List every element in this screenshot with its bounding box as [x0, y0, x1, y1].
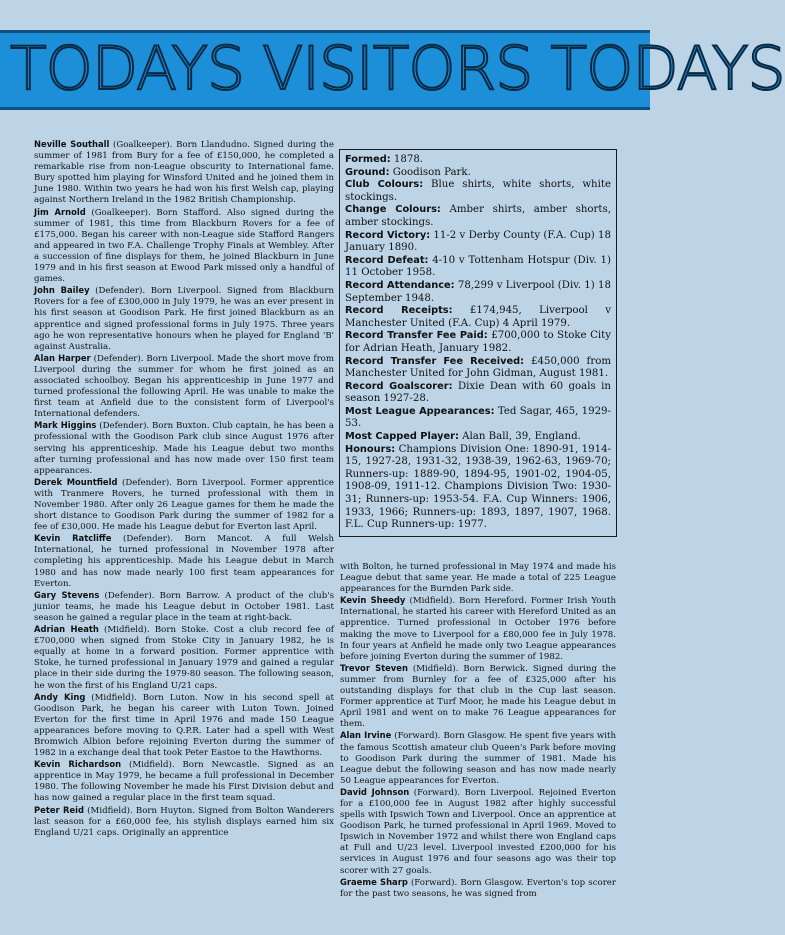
- player-profile: [340, 730, 616, 786]
- club-fact-text: Dixie Dean with 60 goals in season 1927-28.: [345, 380, 611, 405]
- player-profile: [34, 353, 334, 421]
- player-profile-name: Andy King: [34, 691, 86, 702]
- club-fact: [345, 381, 611, 406]
- player-profile-name: Kevin Sheedy: [340, 595, 406, 606]
- club-fact: [345, 431, 611, 444]
- player-profile-name: Mark Higgins: [34, 420, 97, 431]
- player-profile: [34, 692, 334, 760]
- player-profiles-left-column: [34, 139, 334, 839]
- club-facts-box: [339, 149, 617, 537]
- club-fact: [345, 230, 611, 255]
- club-fact-name: Formed:: [345, 154, 391, 165]
- title-banner: [0, 30, 785, 110]
- player-profile-text: (Defender). Born Liverpool. Signed from Blackburn Rovers for a fee of £300,000 in July 1979, he was an ever present in his first season at Goodison Park. He first joined Blackburn as an apprentice and signed professional forms in July 1975. Three years ago he won representative honours when he played for England 'B' against Australia.: [34, 286, 334, 352]
- club-fact-text: 1878.: [390, 154, 424, 165]
- player-profile: [34, 759, 334, 804]
- player-profile-name: Jim Arnold: [34, 206, 86, 217]
- club-fact-text: £700,000 to Stoke City for Adrian Heath, January 1982.: [345, 330, 612, 354]
- player-profile-name: Alan Irvine: [340, 730, 392, 741]
- club-fact-text: £450,000 from Manchester United for John Gidman, August 1981.: [345, 355, 611, 380]
- banner-title: TODAYS VISITORS TODAYS: [10, 34, 785, 104]
- club-fact: [345, 444, 611, 532]
- player-profile-text: (Goalkeeper). Born Stafford. Also signed during the summer of 1981, this time from Blackburn Rovers for a fee of £175,000. Began his career with non-League side Stafford Rangers and appeared in two F.A. Challenge Trophy Finals at Wembley. After a succession of fine displays for them, he joined Blackburn in June 1979 and in his first season at Ewood Park missed only a handful of games.: [34, 207, 334, 285]
- club-fact-name: Club Colours:: [345, 179, 424, 191]
- player-profile-text: (Midfield). Born Luton. Now in his second spell at Goodison Park, he began his career with Luton Town. Joined Everton for the first time in April 1976 and made 150 League appearances before moving to Q.P.R. Later had a spell with West Bromwich Albion before rejoining Everton during the summer of 1982 in a exchange deal that took Peter Eastoe to the Hawthorns.: [34, 692, 334, 759]
- club-fact-text: Ted Sagar, 465, 1929-53.: [345, 405, 611, 430]
- player-profile-name: Neville Southall: [34, 139, 110, 149]
- club-fact: [345, 255, 611, 280]
- club-fact-text: 78,299 v Liverpool (Div. 1) 18 September 1948.: [345, 279, 611, 304]
- club-fact-name: Record Transfer Fee Received:: [345, 355, 525, 367]
- club-fact: [345, 204, 611, 229]
- player-profile-text: (Defender). Born Mancot. A full Welsh International, he turned professional in November 1978 after completing his apprenticeship. Made his League debut in March 1980 and has now made nearly 100 first team appearances for Everton.: [34, 534, 335, 589]
- club-fact: [345, 356, 611, 381]
- player-profile: [340, 595, 616, 663]
- player-profile-name: Kevin Ratcliffe: [34, 533, 112, 544]
- player-profile-text: (Forward). Born Glasgow. Everton's top scorer for the past two seasons, he was signed from: [340, 877, 616, 899]
- club-fact-name: Record Goalscorer:: [345, 380, 453, 392]
- club-fact-text: 4-10 v Tottenham Hotspur (Div. 1) 11 October 1958.: [345, 254, 611, 279]
- club-fact-text: 11-2 v Derby County (F.A. Cup) 18 January 1890.: [345, 229, 611, 254]
- player-profile-name: Graeme Sharp: [340, 876, 408, 887]
- club-fact-name: Most League Appearances:: [345, 405, 495, 417]
- player-profile-text: (Defender). Born Liverpool. Made the short move from Liverpool during the summer for whom he first joined as an associated schoolboy. Began his apprenticeship in June 1977 and turned professional the following April. He was unable to make the first team at Anfield due to the consistent form of Liverpool's International defenders.: [34, 353, 334, 420]
- player-profile-text: (Goalkeeper). Born Llandudno. Signed during the summer of 1981 from Bury for a fee of £150,000, he completed a remarkable rise from non-League obscurity to International fame. Bury spotted him playing for Winsford United and he joined them in June 1980. Within two years he had won his first Welsh cap, playing against Northern Ireland in the 1982 British Championship.: [34, 140, 334, 206]
- player-profile: [34, 533, 334, 589]
- club-fact-text: £174,945, Liverpool v Manchester United (F.A. Cup) 4 April 1979.: [345, 305, 611, 329]
- player-profile: [34, 207, 334, 286]
- club-fact-name: Record Transfer Fee Paid:: [345, 330, 488, 342]
- player-profile-name: Trevor Steven: [340, 662, 408, 673]
- player-profile-text: (Midfield). Born Huyton. Signed from Bolton Wanderers last season for a £60,000 fee, his stylish displays earned him six England U/21 caps. Originally an apprentice: [34, 805, 335, 838]
- player-profile-text: (Midfield). Born Hereford. Former Irish Youth International, he started his career with Hereford United as an apprentice. Turned professional in October 1976 before making the move to Liverpool for a £80,000 fee in July 1978. In four years at Anfield he made only two League appearances before joining Everton during the summer of 1982.: [340, 596, 617, 662]
- player-profile-text: (Forward). Born Glasgow. He spent five years with the famous Scottish amateur club Queen's Park before moving to Goodison Park during the summer of 1981. Made his League debut the following season and has now made nearly 50 League appearances for Everton.: [340, 731, 616, 786]
- player-profile: [340, 663, 616, 731]
- article-body: [0, 134, 650, 935]
- club-fact: [345, 330, 611, 355]
- player-profile-name: Alan Harper: [34, 352, 91, 363]
- club-fact: [345, 280, 611, 305]
- player-profile-name: Derek Mountfield: [34, 476, 118, 487]
- club-fact: [345, 406, 611, 431]
- player-profile-text: (Midfield). Born Berwick. Signed during the summer from Burnley for a fee of £325,000 after his outstanding displays for that club in the Cup last season. Former apprentice at Turf Moor, he made his League debut in April 1981 and went on to make 76 League appearances for them.: [340, 663, 617, 730]
- player-profile-text: (Forward). Born Liverpool. Rejoined Everton for a £100,000 fee in August 1982 after highly successful spells with Ipswich Town and Liverpool. Once an apprentice at Goodison Park, he turned professional in April 1969. Moved to Ipswich in November 1972 and whilst there won England caps at Full and U/23 level. Liverpool invested £200,000 for his services in August 1976 and four seasons ago was their top scorer with 27 goals.: [340, 787, 616, 876]
- club-fact-name: Change Colours:: [345, 204, 441, 216]
- club-fact-text: Goodison Park.: [389, 166, 471, 178]
- player-profile-name: John Bailey: [34, 285, 90, 296]
- club-fact-text: Amber shirts, amber shorts, amber stockings.: [345, 204, 611, 228]
- player-profile: [34, 285, 334, 353]
- club-fact: [345, 305, 611, 330]
- player-profile-name: Kevin Richardson: [34, 759, 122, 770]
- player-profile-text: (Defender). Born Buxton. Club captain, he has been a professional with the Goodison Park club since August 1976 after serving his apprenticeship. Made his League debut two months after turning professional and has now made over 150 first team appearances.: [34, 421, 334, 476]
- player-profile: [34, 590, 334, 624]
- player-profile-text: (Defender). Born Liverpool. Former apprentice with Tranmere Rovers, he turned professional with them in November 1980. After only 26 League games for them he made the short distance to Goodison Park during the summer of 1982 for a fee of £30,000. He made his League debut for Everton last April.: [34, 477, 334, 533]
- club-fact-name: Record Receipts:: [345, 305, 453, 317]
- player-profile: [34, 624, 334, 692]
- club-fact-text: Champions Division One: 1890-91, 1914-15, 1927-28, 1931-32, 1938-39, 1962-63, 1969-70; Runners-up: 1889-90, 1894-95, 1901-02, 1904-05, 1908-09, 1911-12. Champions Division Two: 1930-31; Runners-up: 1953-54. F.A. Cup Winners: 1906, 1933, 1966; Runners-up: 1893, 1897, 1907, 1968. F.L. Cup Runners-up: 1977.: [345, 443, 611, 531]
- club-fact-name: Record Victory:: [345, 229, 431, 241]
- player-profile-name: David Johnson: [340, 786, 410, 797]
- club-fact-name: Most Capped Player:: [345, 431, 459, 443]
- player-profile: [340, 877, 616, 900]
- club-fact: [345, 167, 611, 180]
- player-profile-text: with Bolton, he turned professional in May 1974 and made his League debut that same year. He made a total of 225 League appearances for the Burnden Park side.: [340, 562, 616, 595]
- player-profile: [340, 562, 616, 595]
- player-profile-text: (Midfield). Born Newcastle. Signed as an apprentice in May 1979, he became a full professional in December 1980. The following November he made his First Division debut and has now gained a regular place in the first team squad.: [34, 760, 334, 804]
- player-profiles-right-column: [340, 562, 616, 900]
- player-profile: [34, 477, 334, 533]
- club-fact-name: Record Attendance:: [345, 279, 455, 291]
- player-profile-text: (Defender). Born Barrow. A product of the club's junior teams, he made his League debut in October 1981. Last season he gained a regular place in the team at right-back.: [34, 590, 334, 623]
- player-profile: [34, 139, 334, 207]
- club-fact-name: Ground:: [345, 166, 390, 178]
- player-profile: [34, 805, 334, 839]
- player-profile-name: Adrian Heath: [34, 624, 99, 635]
- player-profile-name: Gary Stevens: [34, 589, 100, 600]
- club-fact-name: Record Defeat:: [345, 254, 429, 266]
- club-fact-text: Blue shirts, white shorts, white stockings.: [345, 179, 612, 203]
- club-fact-name: Honours:: [345, 443, 396, 455]
- club-fact-text: Alan Ball, 39, England.: [458, 431, 581, 443]
- player-profile-text: (Midfield). Born Stoke. Cost a club record fee of £700,000 when signed from Stoke City in January 1982, he is equally at home in a forward position. Former apprentice with Stoke, he turned professional in January 1979 and gained a regular place in their side during the 1979-80 season. The following season, he won the first of his England U/21 caps.: [34, 625, 334, 691]
- club-fact: [345, 154, 611, 167]
- player-profile-name: Peter Reid: [34, 804, 84, 815]
- club-fact: [345, 179, 611, 204]
- player-profile: [340, 787, 616, 877]
- player-profile: [34, 420, 334, 476]
